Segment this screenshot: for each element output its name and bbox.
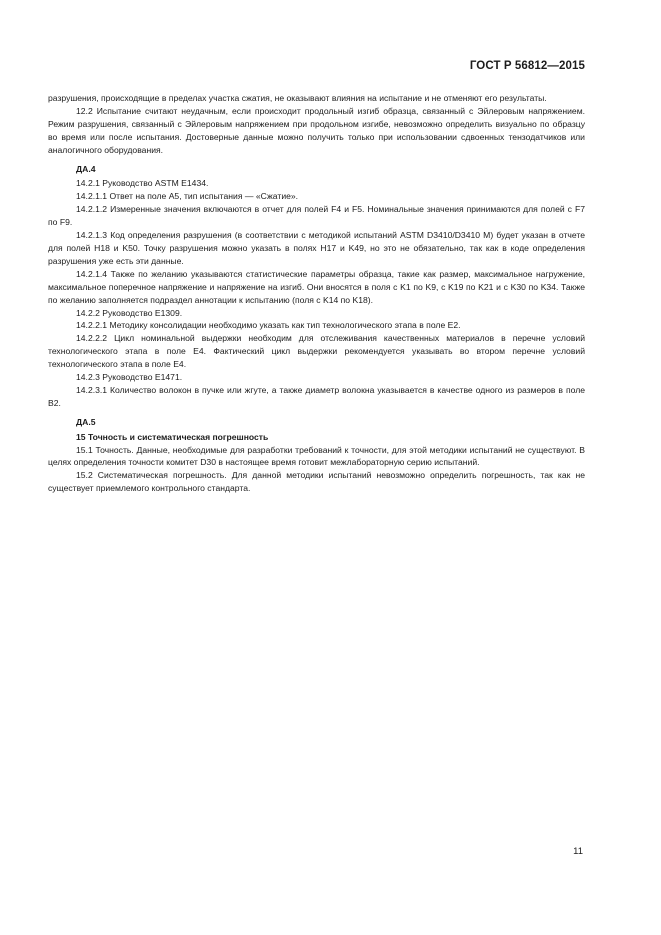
document-body	[48, 92, 585, 495]
standard-code-header: ГОСТ Р 56812—2015	[469, 60, 585, 72]
section-heading-da5: ДА.5	[76, 416, 96, 427]
paragraph-14-2-1-1: 14.2.1.1 Ответ на поле А5, тип испытания — «Сжатие».	[76, 191, 299, 202]
paragraph-14-2-3: 14.2.3 Руководство E1471.	[76, 372, 183, 383]
paragraph-15-1: 15.1 Точность. Данные, необходимые для разработки требований к точности, для этой методики испытаний не существуют. В целях определения точности комитет D30 в настоящее время готовит межлабораторную серию испытаний.	[48, 444, 585, 468]
section-heading-da4: ДА.4	[76, 163, 96, 174]
paragraph-continuation: разрушения, происходящие в пределах участка сжатия, не оказывают влияния на испытание и не отменяют его результаты.	[48, 93, 547, 103]
paragraph-14-2-2-1: 14.2.2.1 Методику консолидации необходимо указать как тип технологического этапа в поле E2.	[76, 320, 461, 331]
section-title-15: 15 Точность и систематическая погрешность	[76, 431, 269, 442]
paragraph-15-2: 15.2 Систематическая погрешность. Для данной методики испытаний невозможно определить погрешность, так как не существует приемлемого контрольного стандарта.	[48, 470, 585, 494]
paragraph-14-2-3-1: 14.2.3.1 Количество волокон в пучке или жгуте, а также диаметр волокна указывается в качестве одного из размеров в поле B2.	[48, 384, 585, 408]
paragraph-14-2-2-2: 14.2.2.2 Цикл номинальной выдержки необходим для отслеживания качественных материалов в перечне условий технологического этапа в поле E4. Фактический цикл выдержки рекомендуется указывать во втором перечне условий технологического этапа в поле E4.	[48, 333, 585, 370]
paragraph-14-2-2: 14.2.2 Руководство E1309.	[76, 307, 183, 318]
paragraph-14-2-1: 14.2.1 Руководство ASTM E1434.	[76, 178, 209, 189]
paragraph-12-2: 12.2 Испытание считают неудачным, если происходит продольный изгиб образца, связанный с Эйлеровым напряжением. Режим разрушения, связанный с Эйлеровым напряжением при продольном изгибе, невозможно определить визуально по образцу во время или после испытания. Достоверные данные можно получить только при использовании сдвоенных тензодатчиков или аналогичного оборудования.	[48, 105, 585, 155]
paragraph-14-2-1-3: 14.2.1.3 Код определения разрушения (в соответствии с методикой испытаний ASTM D3410/D3410 M) будет указан в отчете для полей H18 и K50. Точку разрушения можно указать в полях H17 и K49, но это не обязательно, так как в коде определения разрушения уже есть эти данные.	[48, 230, 585, 266]
paragraph-14-2-1-2: 14.2.1.2 Измеренные значения включаются в отчет для полей F4 и F5. Номинальные значения принимаются для полей с F7 по F9.	[48, 204, 585, 228]
paragraph-14-2-1-4: 14.2.1.4 Также по желанию указываются статистические параметры образца, такие как размер, максимальное нагружение, максимальное поперечное напряжение и напряжение на изгиб. Они вносятся в поля с K1 по K9, с K19 по K21 и с K30 по K34. Также по желанию заполняется подраздел аннотации к испытанию (поля с K14 по K18).	[48, 268, 585, 305]
page-number: 11	[573, 846, 583, 857]
